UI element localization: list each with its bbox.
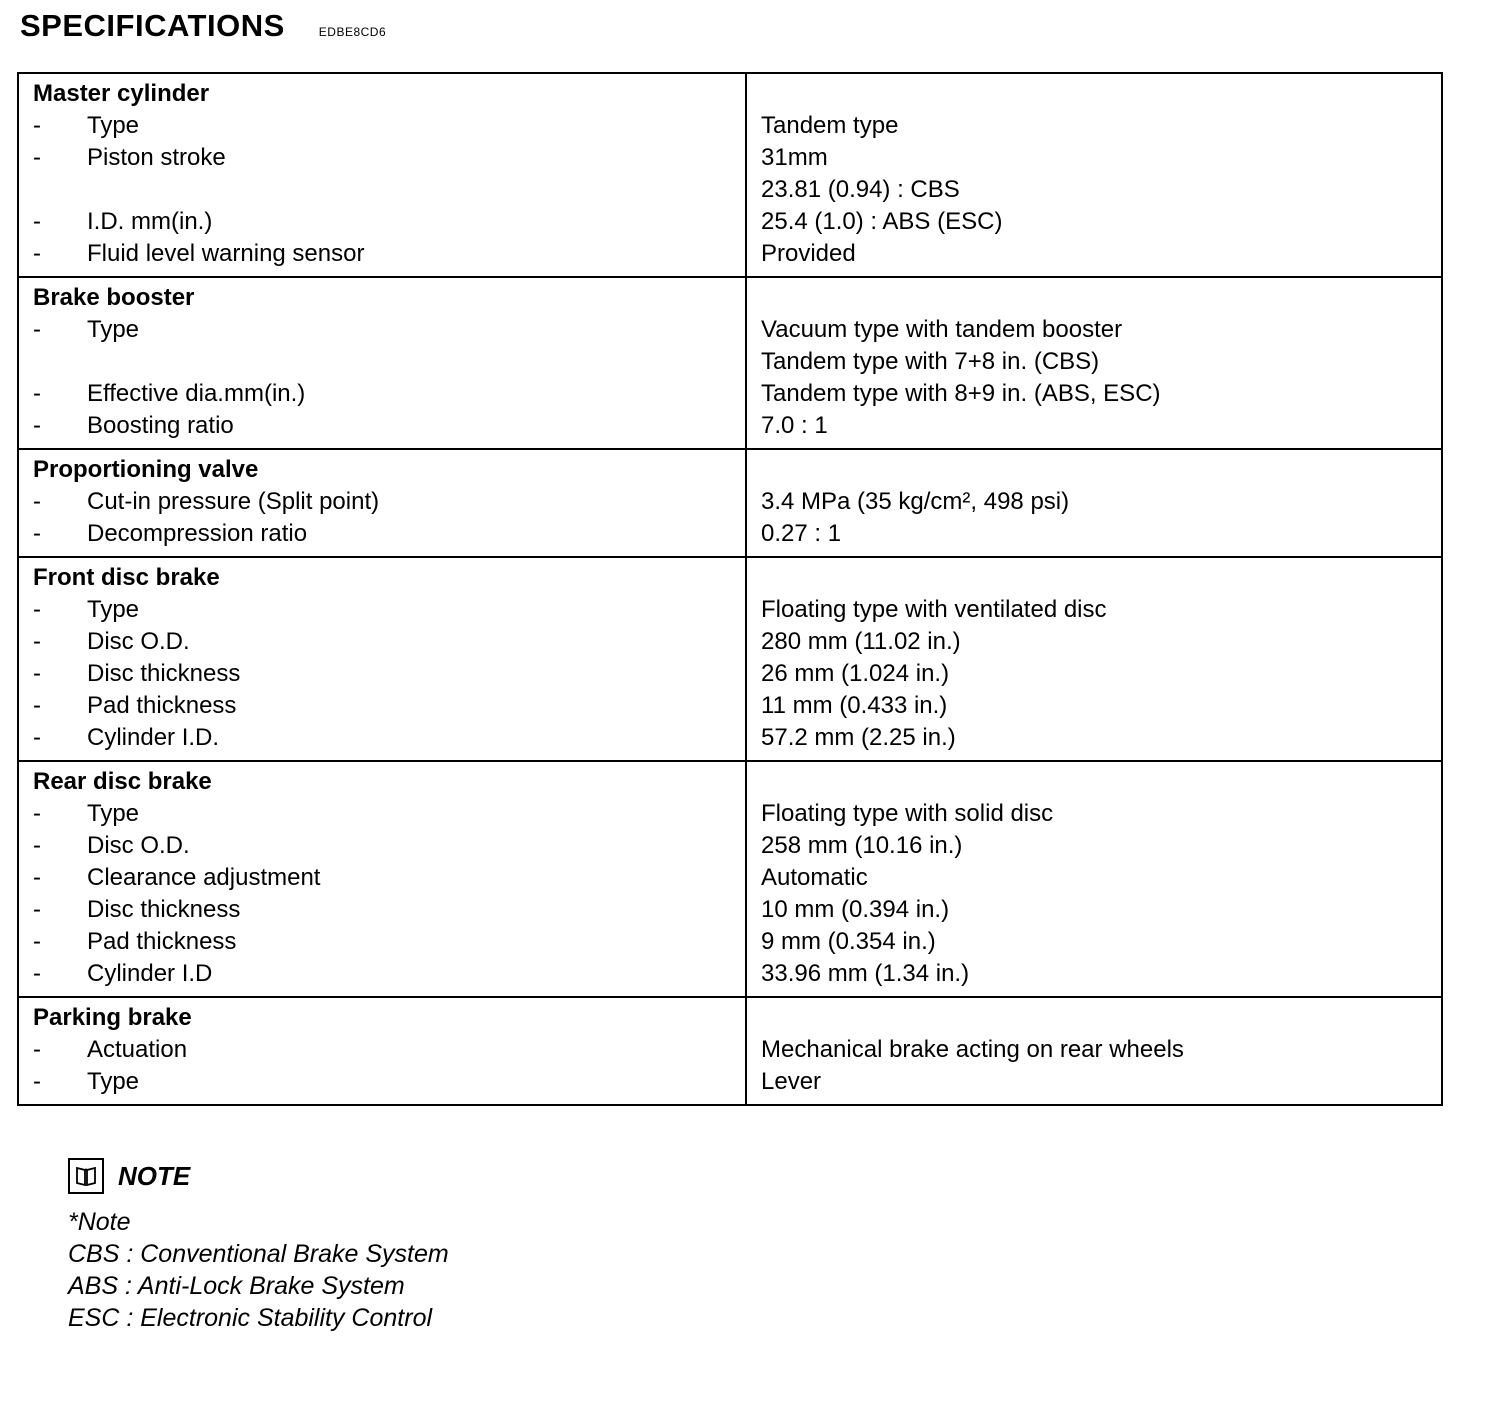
specifications-table [17,72,1443,1106]
spec-item [33,314,735,346]
spec-item-value: Provided [761,240,856,267]
spec-item [33,206,735,238]
bullet-dash: - [33,1036,41,1063]
value-spacer [761,454,1431,486]
spec-item-value: 7.0 : 1 [761,412,828,439]
spec-value-cell [746,73,1442,277]
spec-item [33,378,735,410]
section-title: Proportioning valve [33,456,259,483]
note-lines [68,1206,449,1334]
spec-item [33,238,735,270]
label-spacer [33,174,735,206]
spec-item-label: Disc O.D. [87,628,190,655]
spec-value-cell [746,449,1442,557]
section-title: Parking brake [33,1004,192,1031]
spec-item-value: 0.27 : 1 [761,520,842,547]
bullet-dash: - [33,412,41,439]
spec-item-value: Tandem type [761,112,899,139]
section-title: Master cylinder [33,80,210,107]
bullet-dash: - [33,380,41,407]
label-spacer [33,346,735,378]
page-title: SPECIFICATIONS [20,8,285,43]
spec-item-label: Type [87,596,140,623]
spec-item-value: 3.4 MPa (35 kg/cm², 498 psi) [761,488,1070,515]
spec-label-cell [18,997,746,1105]
spec-item-label: Actuation [87,1036,188,1063]
spec-section-row [18,761,1442,997]
spec-item-value: Floating type with solid disc [761,800,1054,827]
note-title: NOTE [118,1160,191,1191]
spec-item [33,410,735,442]
spec-item [33,658,735,690]
book-icon [68,1158,104,1194]
spec-item-label: Disc thickness [87,660,241,687]
spec-item-label: Clearance adjustment [87,864,321,891]
spec-value-cell [746,557,1442,761]
spec-item-label: Pad thickness [87,692,237,719]
spec-section-row [18,449,1442,557]
spec-item-value: 10 mm (0.394 in.) [761,896,950,923]
spec-item [33,862,735,894]
spec-item-label: Cut-in pressure (Split point) [87,488,380,515]
spec-item-label: Type [87,1068,140,1095]
bullet-dash: - [33,928,41,955]
bullet-dash: - [33,800,41,827]
spec-item [33,722,735,754]
spec-item [33,830,735,862]
spec-item [33,894,735,926]
value-spacer [761,282,1431,314]
note-line: ESC : Electronic Stability Control [68,1304,433,1332]
spec-label-cell [18,761,746,997]
spec-item-value: Vacuum type with tandem booster [761,316,1123,343]
spec-item-label: Type [87,800,140,827]
spec-section-row [18,557,1442,761]
bullet-dash: - [33,208,41,235]
spec-item-label: Boosting ratio [87,412,234,439]
spec-item-label: Piston stroke [87,144,226,171]
spec-item [33,626,735,658]
bullet-dash: - [33,692,41,719]
spec-item-value: Automatic [761,864,868,891]
note-line: ABS : Anti-Lock Brake System [68,1272,405,1300]
spec-item [33,1034,735,1066]
note-block [68,1158,449,1334]
spec-item-label: Decompression ratio [87,520,308,547]
spec-item-value: 26 mm (1.024 in.) [761,660,950,687]
bullet-dash: - [33,144,41,171]
value-spacer [761,562,1431,594]
spec-label-cell [18,73,746,277]
spec-item-label: Fluid level warning sensor [87,240,365,267]
bullet-dash: - [33,520,41,547]
value-spacer [761,766,1431,798]
section-title: Rear disc brake [33,768,212,795]
spec-section-row [18,997,1442,1105]
spec-item-value: Floating type with ventilated disc [761,596,1107,623]
spec-label-cell [18,277,746,449]
note-line: CBS : Conventional Brake System [68,1240,449,1268]
spec-item-label: Pad thickness [87,928,237,955]
bullet-dash: - [33,112,41,139]
spec-item-value: Lever [761,1068,822,1095]
bullet-dash: - [33,832,41,859]
bullet-dash: - [33,488,41,515]
spec-value-cell [746,997,1442,1105]
spec-item [33,798,735,830]
spec-item [33,594,735,626]
spec-item-label: Cylinder I.D. [87,724,220,751]
spec-item-value: 33.96 mm (1.34 in.) [761,960,970,987]
spec-item-label: Effective dia.mm(in.) [87,380,306,407]
spec-value-cell [746,761,1442,997]
spec-item-label: Cylinder I.D [87,960,213,987]
spec-item-value: 23.81 (0.94) : CBS [761,176,960,203]
spec-item [33,142,735,174]
section-title: Front disc brake [33,564,220,591]
spec-item-value: Tandem type with 7+8 in. (CBS) [761,348,1100,375]
spec-label-cell [18,449,746,557]
spec-item-label: Type [87,316,140,343]
bullet-dash: - [33,596,41,623]
spec-value-cell [746,277,1442,449]
value-spacer [761,1002,1431,1034]
spec-item [33,518,735,550]
spec-label-cell [18,557,746,761]
bullet-dash: - [33,1068,41,1095]
spec-item [33,110,735,142]
spec-item-value: Mechanical brake acting on rear wheels [761,1036,1184,1063]
spec-item-label: Disc thickness [87,896,241,923]
bullet-dash: - [33,724,41,751]
bullet-dash: - [33,316,41,343]
spec-item-value: 57.2 mm (2.25 in.) [761,724,956,751]
bullet-dash: - [33,896,41,923]
bullet-dash: - [33,864,41,891]
spec-item [33,486,735,518]
spec-item [33,690,735,722]
document-code: EDBE8CD6 [318,25,387,39]
bullet-dash: - [33,240,41,267]
spec-item-value: 258 mm (10.16 in.) [761,832,963,859]
page-header [20,8,386,44]
spec-item-value: 11 mm (0.433 in.) [761,692,948,719]
note-line: *Note [68,1208,131,1236]
spec-item [33,926,735,958]
spec-section-row [18,73,1442,277]
spec-item [33,1066,735,1098]
value-spacer [761,78,1431,110]
spec-item-value: 9 mm (0.354 in.) [761,928,936,955]
spec-item-value: Tandem type with 8+9 in. (ABS, ESC) [761,380,1161,407]
spec-item-label: I.D. mm(in.) [87,208,213,235]
bullet-dash: - [33,628,41,655]
bullet-dash: - [33,960,41,987]
spec-item-value: 31mm [761,144,828,171]
spec-section-row [18,277,1442,449]
section-title: Brake booster [33,284,195,311]
spec-item [33,958,735,990]
bullet-dash: - [33,660,41,687]
spec-item-value: 25.4 (1.0) : ABS (ESC) [761,208,1003,235]
spec-item-label: Disc O.D. [87,832,190,859]
spec-item-value: 280 mm (11.02 in.) [761,628,961,655]
spec-item-label: Type [87,112,140,139]
